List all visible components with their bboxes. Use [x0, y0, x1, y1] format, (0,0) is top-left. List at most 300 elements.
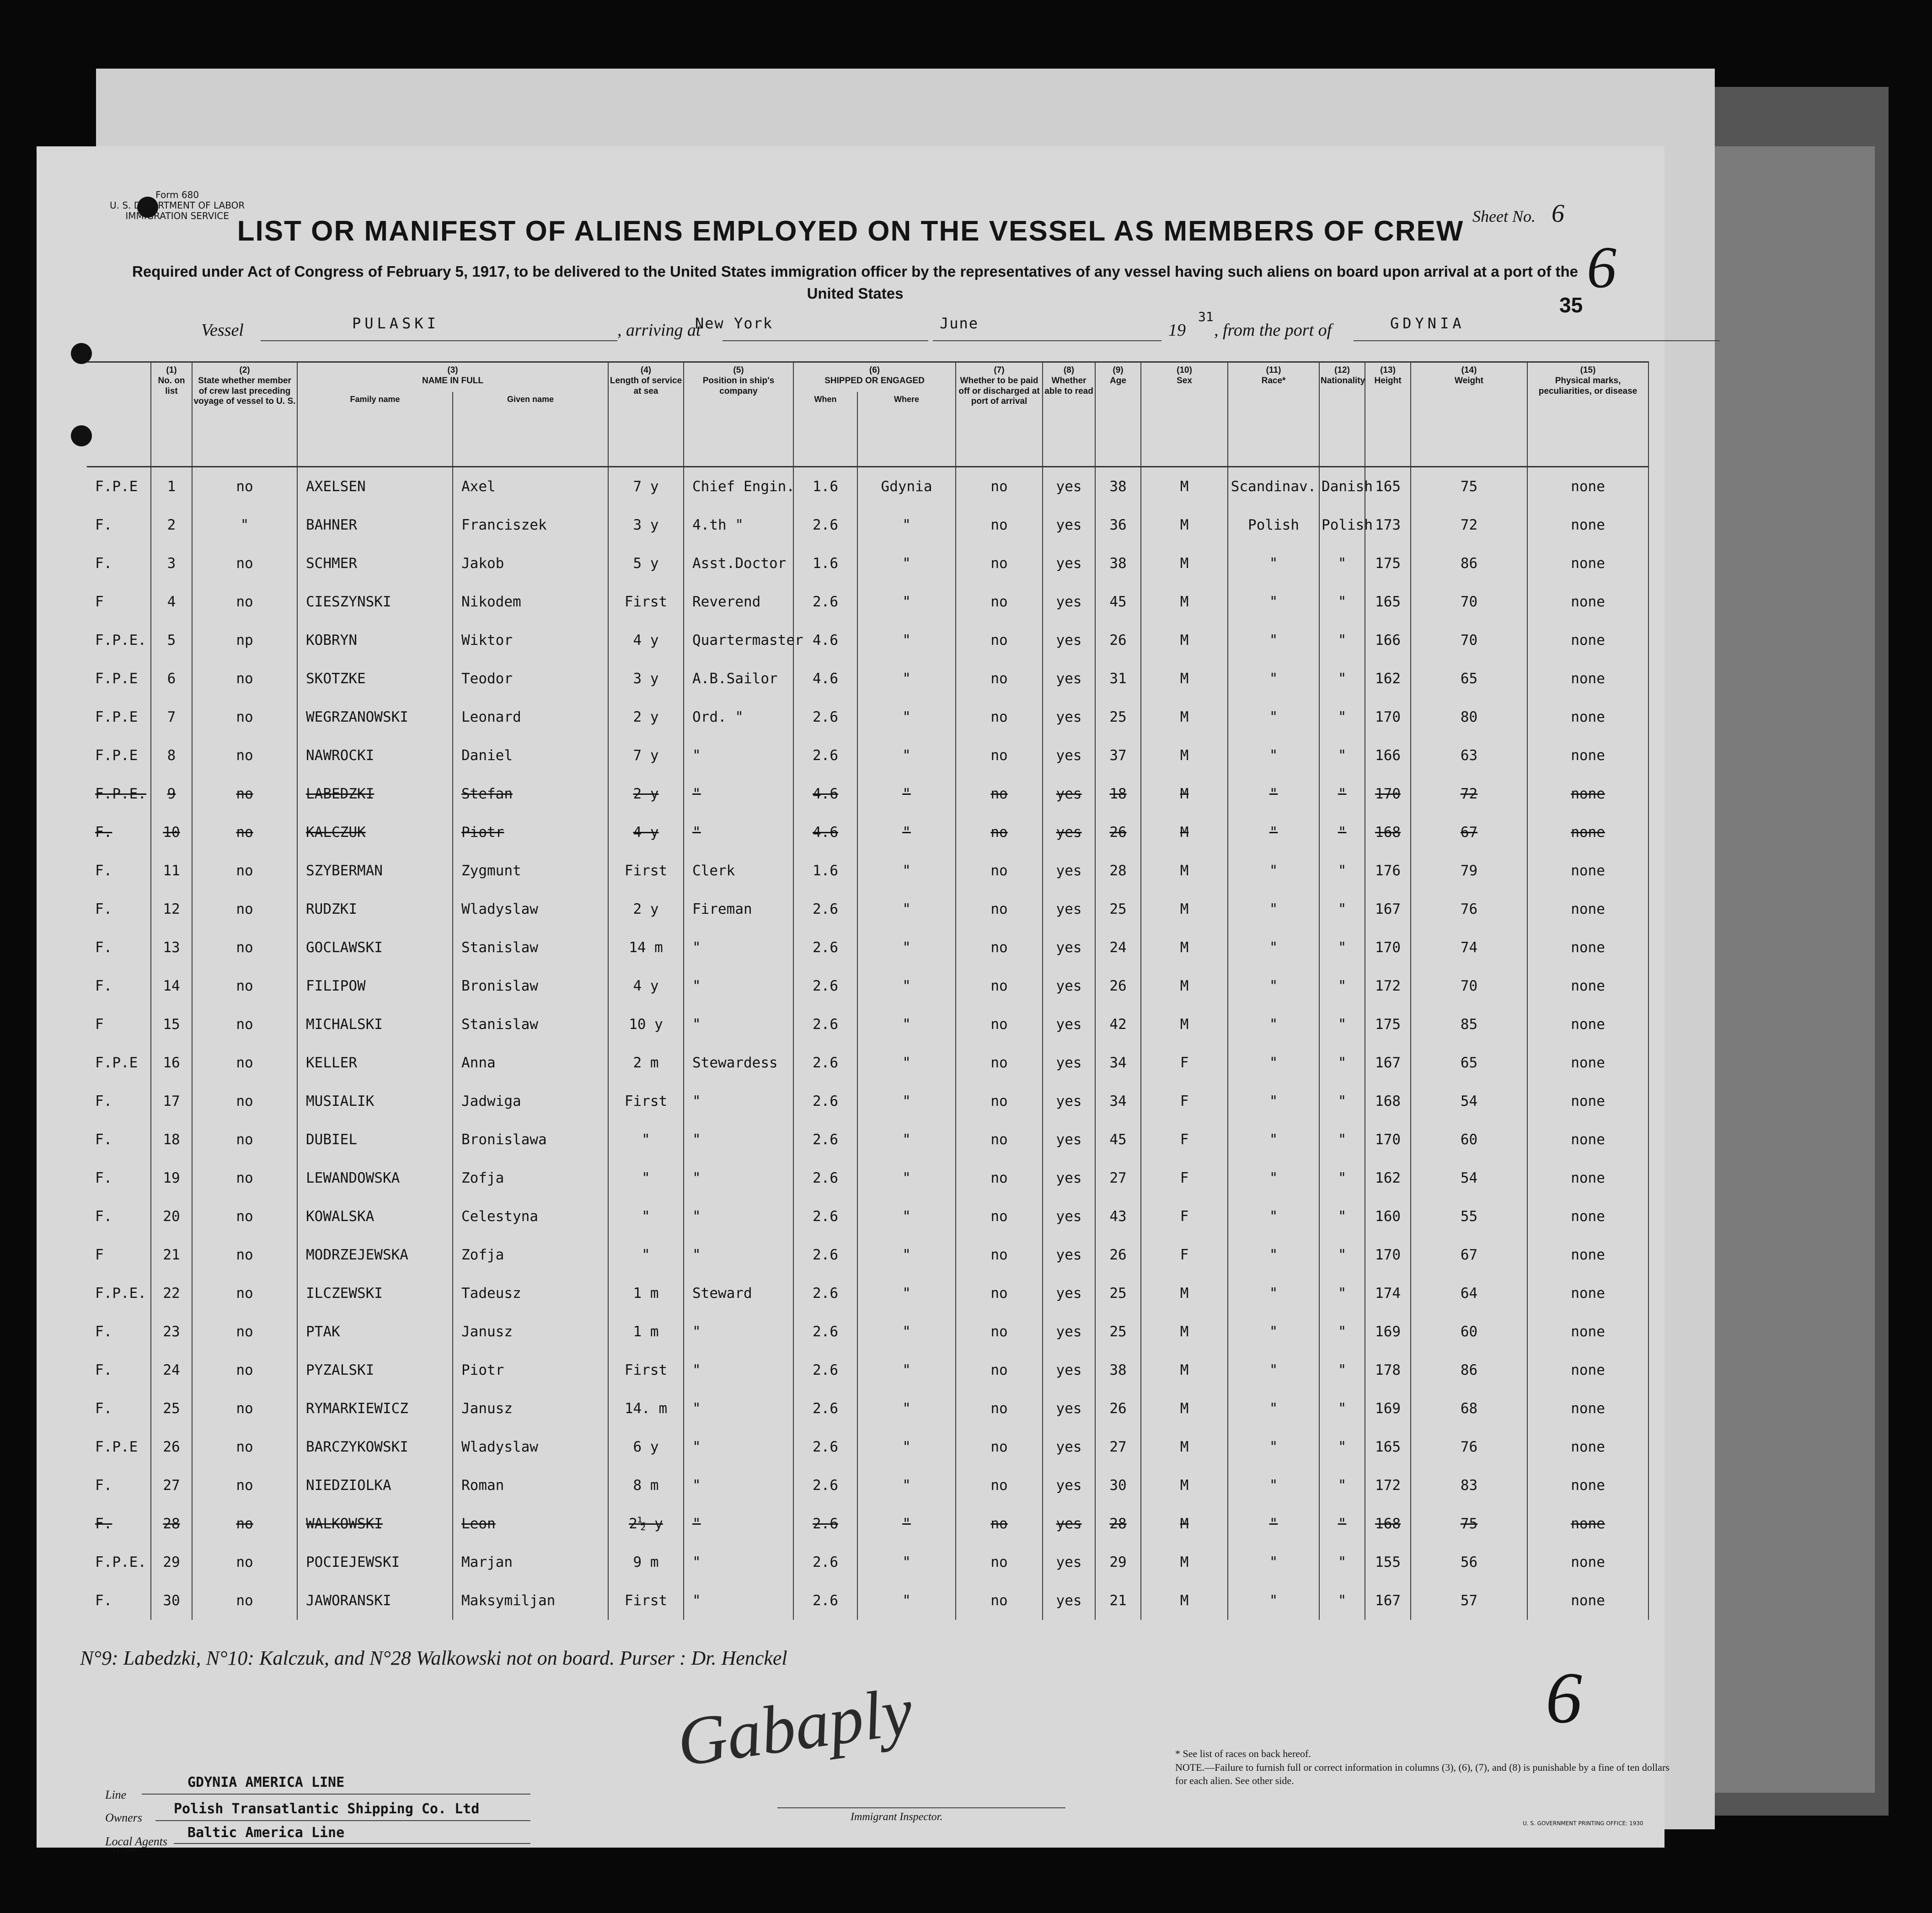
weight-cell: 60	[1411, 1120, 1527, 1159]
previous-voyage-cell: no	[192, 1274, 297, 1313]
height-cell: 178	[1365, 1351, 1411, 1389]
length-of-service-cell: 7 y	[608, 467, 684, 506]
nationality-cell: Danish	[1319, 467, 1365, 506]
sex-cell: F	[1141, 1159, 1228, 1197]
previous-voyage-cell: no	[192, 1082, 297, 1120]
arriving-at: New York	[695, 315, 773, 332]
physical-marks-cell: none	[1527, 1581, 1648, 1620]
crew-row	[87, 583, 1648, 621]
paid-off-cell: no	[956, 1543, 1043, 1581]
lead-mark-cell: F.	[95, 517, 112, 533]
position-cell: "	[684, 967, 793, 1005]
given-name-cell: Roman	[453, 1466, 608, 1505]
position-cell: "	[684, 1428, 793, 1466]
lead-mark-cell: F.	[95, 1477, 112, 1494]
shipped-when-cell: 2.6	[793, 1581, 857, 1620]
position-cell: Reverend	[684, 583, 793, 621]
nationality-cell: "	[1319, 1274, 1365, 1313]
nationality-cell: "	[1319, 1313, 1365, 1351]
month-rule	[933, 340, 1161, 341]
lead-mark-cell: F.	[95, 555, 112, 572]
length-of-service-cell: 14. m	[608, 1389, 684, 1428]
given-name-cell: Leon	[453, 1505, 608, 1543]
age-cell: 26	[1095, 813, 1141, 852]
crew-row	[87, 659, 1648, 698]
crew-row	[87, 1082, 1648, 1120]
crew-row	[87, 467, 1648, 506]
crew-row	[87, 544, 1648, 583]
paid-off-cell: no	[956, 1351, 1043, 1389]
family-name-cell: CIESZYNSKI	[297, 583, 453, 621]
race-cell: "	[1228, 1159, 1319, 1197]
previous-voyage-cell: no	[192, 813, 297, 852]
given-name-cell: Janusz	[453, 1389, 608, 1428]
list-number-cell: 11	[151, 852, 192, 890]
arrival-month: June	[940, 315, 979, 332]
crew-row	[87, 775, 1648, 813]
sex-cell: M	[1141, 544, 1228, 583]
given-name-cell: Janusz	[453, 1313, 608, 1351]
shipped-where-cell: "	[857, 1005, 956, 1044]
family-name-cell: JAWORANSKI	[297, 1581, 453, 1620]
position-cell: "	[684, 1313, 793, 1351]
able-to-read-cell: yes	[1043, 698, 1095, 736]
paid-off-cell: no	[956, 659, 1043, 698]
height-cell: 165	[1365, 467, 1411, 506]
lead-mark-cell: F.P.E.	[95, 786, 146, 802]
weight-cell: 86	[1411, 544, 1527, 583]
shipped-where-cell: "	[857, 1082, 956, 1120]
list-number-cell: 25	[151, 1389, 192, 1428]
position-cell: "	[684, 1159, 793, 1197]
crew-rows	[87, 467, 1648, 1620]
list-number-cell: 15	[151, 1005, 192, 1044]
from-port-label: , from the port of	[1214, 321, 1332, 340]
age-cell: 37	[1095, 736, 1141, 775]
sex-cell: M	[1141, 583, 1228, 621]
shipped-where-cell: "	[857, 1274, 956, 1313]
length-of-service-cell: 5 y	[608, 544, 684, 583]
physical-marks-cell: none	[1527, 621, 1648, 659]
weight-cell: 68	[1411, 1389, 1527, 1428]
age-cell: 27	[1095, 1428, 1141, 1466]
shipped-when-cell: 2.6	[793, 736, 857, 775]
vessel-label: Vessel	[201, 321, 244, 340]
age-cell: 38	[1095, 544, 1141, 583]
lead-mark-cell: F.P.E.	[95, 1554, 146, 1570]
sex-cell: M	[1141, 928, 1228, 967]
weight-cell: 80	[1411, 698, 1527, 736]
physical-marks-cell: none	[1527, 1543, 1648, 1581]
family-name-cell: SCHMER	[297, 544, 453, 583]
age-cell: 28	[1095, 1505, 1141, 1543]
position-cell: A.B.Sailor	[684, 659, 793, 698]
paid-off-cell: no	[956, 1159, 1043, 1197]
crew-row	[87, 813, 1648, 852]
height-cell: 155	[1365, 1543, 1411, 1581]
given-name-cell: Anna	[453, 1044, 608, 1082]
able-to-read-cell: yes	[1043, 890, 1095, 928]
shipped-when-cell: 2.6	[793, 890, 857, 928]
manifest-page	[37, 146, 1670, 1854]
length-of-service-cell: 8 m	[608, 1466, 684, 1505]
race-cell: "	[1228, 1197, 1319, 1236]
lead-mark-cell: F.	[95, 1208, 112, 1225]
sex-cell: M	[1141, 698, 1228, 736]
given-name-cell: Wiktor	[453, 621, 608, 659]
physical-marks-cell: none	[1527, 813, 1648, 852]
position-cell: "	[684, 1543, 793, 1581]
family-name-cell: POCIEJEWSKI	[297, 1543, 453, 1581]
nationality-cell: "	[1319, 1466, 1365, 1505]
given-name-cell: Maksymiljan	[453, 1581, 608, 1620]
crew-row	[87, 1005, 1648, 1044]
given-name-cell: Stanislaw	[453, 928, 608, 967]
shipped-where-cell: "	[857, 1351, 956, 1389]
list-number-cell: 28	[151, 1505, 192, 1543]
family-name-cell: KALCZUK	[297, 813, 453, 852]
previous-voyage-cell: no	[192, 1044, 297, 1082]
year-prefix: 19	[1168, 321, 1186, 340]
line-rule	[142, 1794, 530, 1795]
sex-cell: M	[1141, 1313, 1228, 1351]
given-name-cell: Zygmunt	[453, 852, 608, 890]
sex-cell: M	[1141, 1543, 1228, 1581]
given-name-cell: Wladyslaw	[453, 890, 608, 928]
shipped-where-cell: "	[857, 736, 956, 775]
weight-cell: 75	[1411, 467, 1527, 506]
weight-cell: 76	[1411, 890, 1527, 928]
able-to-read-cell: yes	[1043, 1197, 1095, 1236]
previous-voyage-cell: no	[192, 583, 297, 621]
sex-cell: M	[1141, 506, 1228, 544]
position-cell: "	[684, 813, 793, 852]
race-cell: "	[1228, 698, 1319, 736]
form-code: 14-1240	[112, 1847, 137, 1854]
able-to-read-cell: yes	[1043, 1466, 1095, 1505]
crew-row	[87, 506, 1648, 544]
given-name-cell: Jakob	[453, 544, 608, 583]
previous-voyage-cell: no	[192, 698, 297, 736]
manifest-subtitle: Required under Act of Congress of February 5, 1917, to be delivered to the United States immigration officer by the representatives of any vessel having such aliens on board upon arrival at a port of the United States	[132, 263, 1578, 302]
able-to-read-cell: yes	[1043, 1236, 1095, 1274]
age-cell: 24	[1095, 928, 1141, 967]
physical-marks-header: (15) Physical marks, peculiarities, or disease	[1527, 362, 1648, 467]
age-cell: 38	[1095, 1351, 1141, 1389]
nationality-cell: "	[1319, 775, 1365, 813]
shipped-where-cell: "	[857, 1581, 956, 1620]
nationality-cell: "	[1319, 698, 1365, 736]
shipped-when-cell: 1.6	[793, 852, 857, 890]
inspector-rule	[777, 1807, 1065, 1808]
age-cell: 25	[1095, 890, 1141, 928]
family-name-cell: AXELSEN	[297, 467, 453, 506]
position-cell: "	[684, 1120, 793, 1159]
sheet-number	[1472, 199, 1564, 228]
lead-mark-cell: F.	[95, 939, 112, 956]
physical-marks-cell: none	[1527, 1466, 1648, 1505]
race-cell: "	[1228, 813, 1319, 852]
age-cell: 26	[1095, 1236, 1141, 1274]
family-name-cell: ILCZEWSKI	[297, 1274, 453, 1313]
lead-mark-cell: F.P.E	[95, 670, 138, 687]
length-of-service-cell: 9 m	[608, 1543, 684, 1581]
shipped-when-cell: 4.6	[793, 621, 857, 659]
given-name-cell: Daniel	[453, 736, 608, 775]
shipped-where-cell: "	[857, 621, 956, 659]
height-cell: 162	[1365, 1159, 1411, 1197]
family-name-cell: LEWANDOWSKA	[297, 1159, 453, 1197]
crew-row	[87, 1505, 1648, 1543]
height-cell: 165	[1365, 583, 1411, 621]
length-of-service-cell: 4 y	[608, 813, 684, 852]
race-cell: "	[1228, 1428, 1319, 1466]
line-label: Line	[105, 1788, 127, 1801]
race-cell: "	[1228, 1389, 1319, 1428]
able-to-read-cell: yes	[1043, 506, 1095, 544]
lead-mark-cell: F.	[95, 901, 112, 917]
age-cell: 34	[1095, 1044, 1141, 1082]
paid-off-cell: no	[956, 1581, 1043, 1620]
shipped-where-cell: "	[857, 1428, 956, 1466]
weight-cell: 55	[1411, 1197, 1527, 1236]
able-to-read-cell: yes	[1043, 583, 1095, 621]
sex-cell: M	[1141, 1428, 1228, 1466]
shipped-when-cell: 2.6	[793, 1044, 857, 1082]
age-cell: 28	[1095, 852, 1141, 890]
previous-voyage-cell: no	[192, 1543, 297, 1581]
lead-mark-cell: F.	[95, 1516, 112, 1532]
given-name-cell: Tadeusz	[453, 1274, 608, 1313]
shipped-when-cell: 2.6	[793, 1236, 857, 1274]
physical-marks-cell: none	[1527, 1044, 1648, 1082]
physical-marks-cell: none	[1527, 736, 1648, 775]
able-to-read-cell: yes	[1043, 1082, 1095, 1120]
length-of-service-cell: 4 y	[608, 967, 684, 1005]
physical-marks-cell: none	[1527, 1274, 1648, 1313]
position-cell: "	[684, 1466, 793, 1505]
height-cell: 168	[1365, 1505, 1411, 1543]
list-number-cell: 18	[151, 1120, 192, 1159]
given-name-cell: Nikodem	[453, 583, 608, 621]
previous-voyage-cell: no	[192, 544, 297, 583]
given-name-header: Given name	[453, 392, 608, 467]
length-of-service-cell: 14 m	[608, 928, 684, 967]
family-name-cell: PYZALSKI	[297, 1351, 453, 1389]
length-of-service-cell: 2 m	[608, 1044, 684, 1082]
lead-mark-cell: F.	[95, 1131, 112, 1148]
list-number-cell: 17	[151, 1082, 192, 1120]
previous-voyage-cell: no	[192, 1581, 297, 1620]
family-name-cell: KELLER	[297, 1044, 453, 1082]
nationality-cell: "	[1319, 852, 1365, 890]
position-header: (5) Position in ship's company	[684, 362, 793, 467]
previous-voyage-cell: no	[192, 736, 297, 775]
shipped-when-cell: 2.6	[793, 506, 857, 544]
arriving-label: , arriving at	[617, 321, 701, 340]
weight-cell: 72	[1411, 775, 1527, 813]
paid-off-cell: no	[956, 467, 1043, 506]
height-cell: 170	[1365, 698, 1411, 736]
paid-off-cell: no	[956, 852, 1043, 890]
shipped-where-cell: "	[857, 1236, 956, 1274]
shipped-when-cell: 2.6	[793, 1313, 857, 1351]
given-name-cell: Piotr	[453, 1351, 608, 1389]
sex-cell: M	[1141, 967, 1228, 1005]
previous-voyage-cell: no	[192, 1466, 297, 1505]
shipped-when-cell: 4.6	[793, 659, 857, 698]
crew-row	[87, 890, 1648, 928]
race-cell: "	[1228, 775, 1319, 813]
age-cell: 36	[1095, 506, 1141, 544]
sex-cell: M	[1141, 1005, 1228, 1044]
age-cell: 26	[1095, 621, 1141, 659]
previous-voyage-cell: no	[192, 1005, 297, 1044]
nationality-cell: "	[1319, 1505, 1365, 1543]
height-cell: 160	[1365, 1197, 1411, 1236]
previous-voyage-cell: no	[192, 775, 297, 813]
family-name-cell: KOWALSKA	[297, 1197, 453, 1236]
able-to-read-cell: yes	[1043, 928, 1095, 967]
paid-off-header: (7) Whether to be paid off or discharged at port of arrival	[956, 362, 1043, 467]
crew-row	[87, 736, 1648, 775]
crew-row	[87, 1351, 1648, 1389]
physical-marks-cell: none	[1527, 1351, 1648, 1389]
paid-off-cell: no	[956, 1466, 1043, 1505]
able-to-read-cell: yes	[1043, 1159, 1095, 1197]
length-of-service-cell: 2 y	[608, 890, 684, 928]
nationality-cell: "	[1319, 736, 1365, 775]
weight-cell: 79	[1411, 852, 1527, 890]
nationality-cell: "	[1319, 1159, 1365, 1197]
list-number-cell: 6	[151, 659, 192, 698]
sex-cell: M	[1141, 813, 1228, 852]
owners-value: Polish Transatlantic Shipping Co. Ltd	[174, 1801, 480, 1817]
sex-cell: F	[1141, 1082, 1228, 1120]
previous-voyage-cell: np	[192, 621, 297, 659]
height-cell: 172	[1365, 967, 1411, 1005]
given-name-cell: Wladyslaw	[453, 1428, 608, 1466]
age-cell: 26	[1095, 967, 1141, 1005]
sex-cell: M	[1141, 890, 1228, 928]
shipped-when-cell: 1.6	[793, 467, 857, 506]
shipped-where-cell: "	[857, 775, 956, 813]
weight-cell: 76	[1411, 1428, 1527, 1466]
crew-row	[87, 1466, 1648, 1505]
sex-cell: M	[1141, 1274, 1228, 1313]
shipped-where-cell: "	[857, 1044, 956, 1082]
shipped-when-cell: 2.6	[793, 1159, 857, 1197]
family-name-header: Family name	[297, 392, 453, 467]
sex-cell: M	[1141, 852, 1228, 890]
height-cell: 170	[1365, 775, 1411, 813]
physical-marks-cell: none	[1527, 1313, 1648, 1351]
sex-cell: M	[1141, 1581, 1228, 1620]
physical-marks-cell: none	[1527, 967, 1648, 1005]
shipped-where-cell: "	[857, 659, 956, 698]
lead-mark-cell: F.	[95, 1362, 112, 1378]
paid-off-cell: no	[956, 1197, 1043, 1236]
position-cell: Quartermaster	[684, 621, 793, 659]
length-of-service-cell: 4 y	[608, 621, 684, 659]
shipped-where-cell: "	[857, 506, 956, 544]
nationality-cell: "	[1319, 967, 1365, 1005]
nationality-cell: "	[1319, 544, 1365, 583]
race-cell: "	[1228, 1005, 1319, 1044]
able-to-read-cell: yes	[1043, 1428, 1095, 1466]
sheet-number-label: Sheet No.	[1472, 207, 1536, 225]
shipped-where-cell: "	[857, 1543, 956, 1581]
length-of-service-cell: First	[608, 1581, 684, 1620]
inspector-label: Immigrant Inspector.	[851, 1811, 943, 1823]
physical-marks-cell: none	[1527, 1005, 1648, 1044]
race-cell: "	[1228, 967, 1319, 1005]
shipped-where-cell: "	[857, 890, 956, 928]
crew-row	[87, 852, 1648, 890]
shipped-where-cell: "	[857, 1505, 956, 1543]
family-name-cell: LABEDZKI	[297, 775, 453, 813]
crew-row	[87, 1543, 1648, 1581]
length-of-service-cell: "	[608, 1120, 684, 1159]
physical-marks-cell: none	[1527, 890, 1648, 928]
shipped-where-cell: "	[857, 1389, 956, 1428]
lead-mark-cell: F	[95, 594, 104, 610]
length-of-service-cell: 3 y	[608, 659, 684, 698]
shipped-when-cell: 2.6	[793, 1543, 857, 1581]
previous-voyage-cell: no	[192, 467, 297, 506]
position-cell: "	[684, 1581, 793, 1620]
family-name-cell: BARCZYKOWSKI	[297, 1428, 453, 1466]
given-name-cell: Celestyna	[453, 1197, 608, 1236]
able-to-read-cell: yes	[1043, 1389, 1095, 1428]
crew-row	[87, 1389, 1648, 1428]
position-cell: Stewardess	[684, 1044, 793, 1082]
family-name-cell: GOCLAWSKI	[297, 928, 453, 967]
weight-cell: 70	[1411, 967, 1527, 1005]
race-cell: "	[1228, 1543, 1319, 1581]
weight-cell: 70	[1411, 621, 1527, 659]
vessel-rule	[261, 340, 617, 341]
age-cell: 31	[1095, 659, 1141, 698]
height-header: (13) Height	[1365, 362, 1411, 467]
weight-cell: 67	[1411, 813, 1527, 852]
margin-number-35: 35	[1559, 293, 1583, 317]
race-cell: "	[1228, 621, 1319, 659]
height-cell: 166	[1365, 621, 1411, 659]
race-cell: "	[1228, 1082, 1319, 1120]
paid-off-cell: no	[956, 698, 1043, 736]
weight-cell: 85	[1411, 1005, 1527, 1044]
list-number-cell: 9	[151, 775, 192, 813]
nationality-cell: "	[1319, 1082, 1365, 1120]
weight-cell: 83	[1411, 1466, 1527, 1505]
shipped-when-cell: 2.6	[793, 1005, 857, 1044]
crew-row	[87, 1274, 1648, 1313]
lead-mark-cell: F.	[95, 824, 112, 841]
previous-voyage-cell: no	[192, 1159, 297, 1197]
position-cell: Asst.Doctor	[684, 544, 793, 583]
nationality-header: (12) Nationality	[1319, 362, 1365, 467]
agents-rule	[174, 1843, 530, 1844]
physical-marks-cell: none	[1527, 1159, 1648, 1197]
height-cell: 172	[1365, 1466, 1411, 1505]
margin-number-top: 6	[1587, 235, 1616, 300]
where-header: Where	[857, 392, 956, 467]
lead-mark-cell: F	[95, 1016, 104, 1033]
lead-mark-cell: F.	[95, 1592, 112, 1609]
able-to-read-cell: yes	[1043, 1044, 1095, 1082]
race-cell: "	[1228, 583, 1319, 621]
